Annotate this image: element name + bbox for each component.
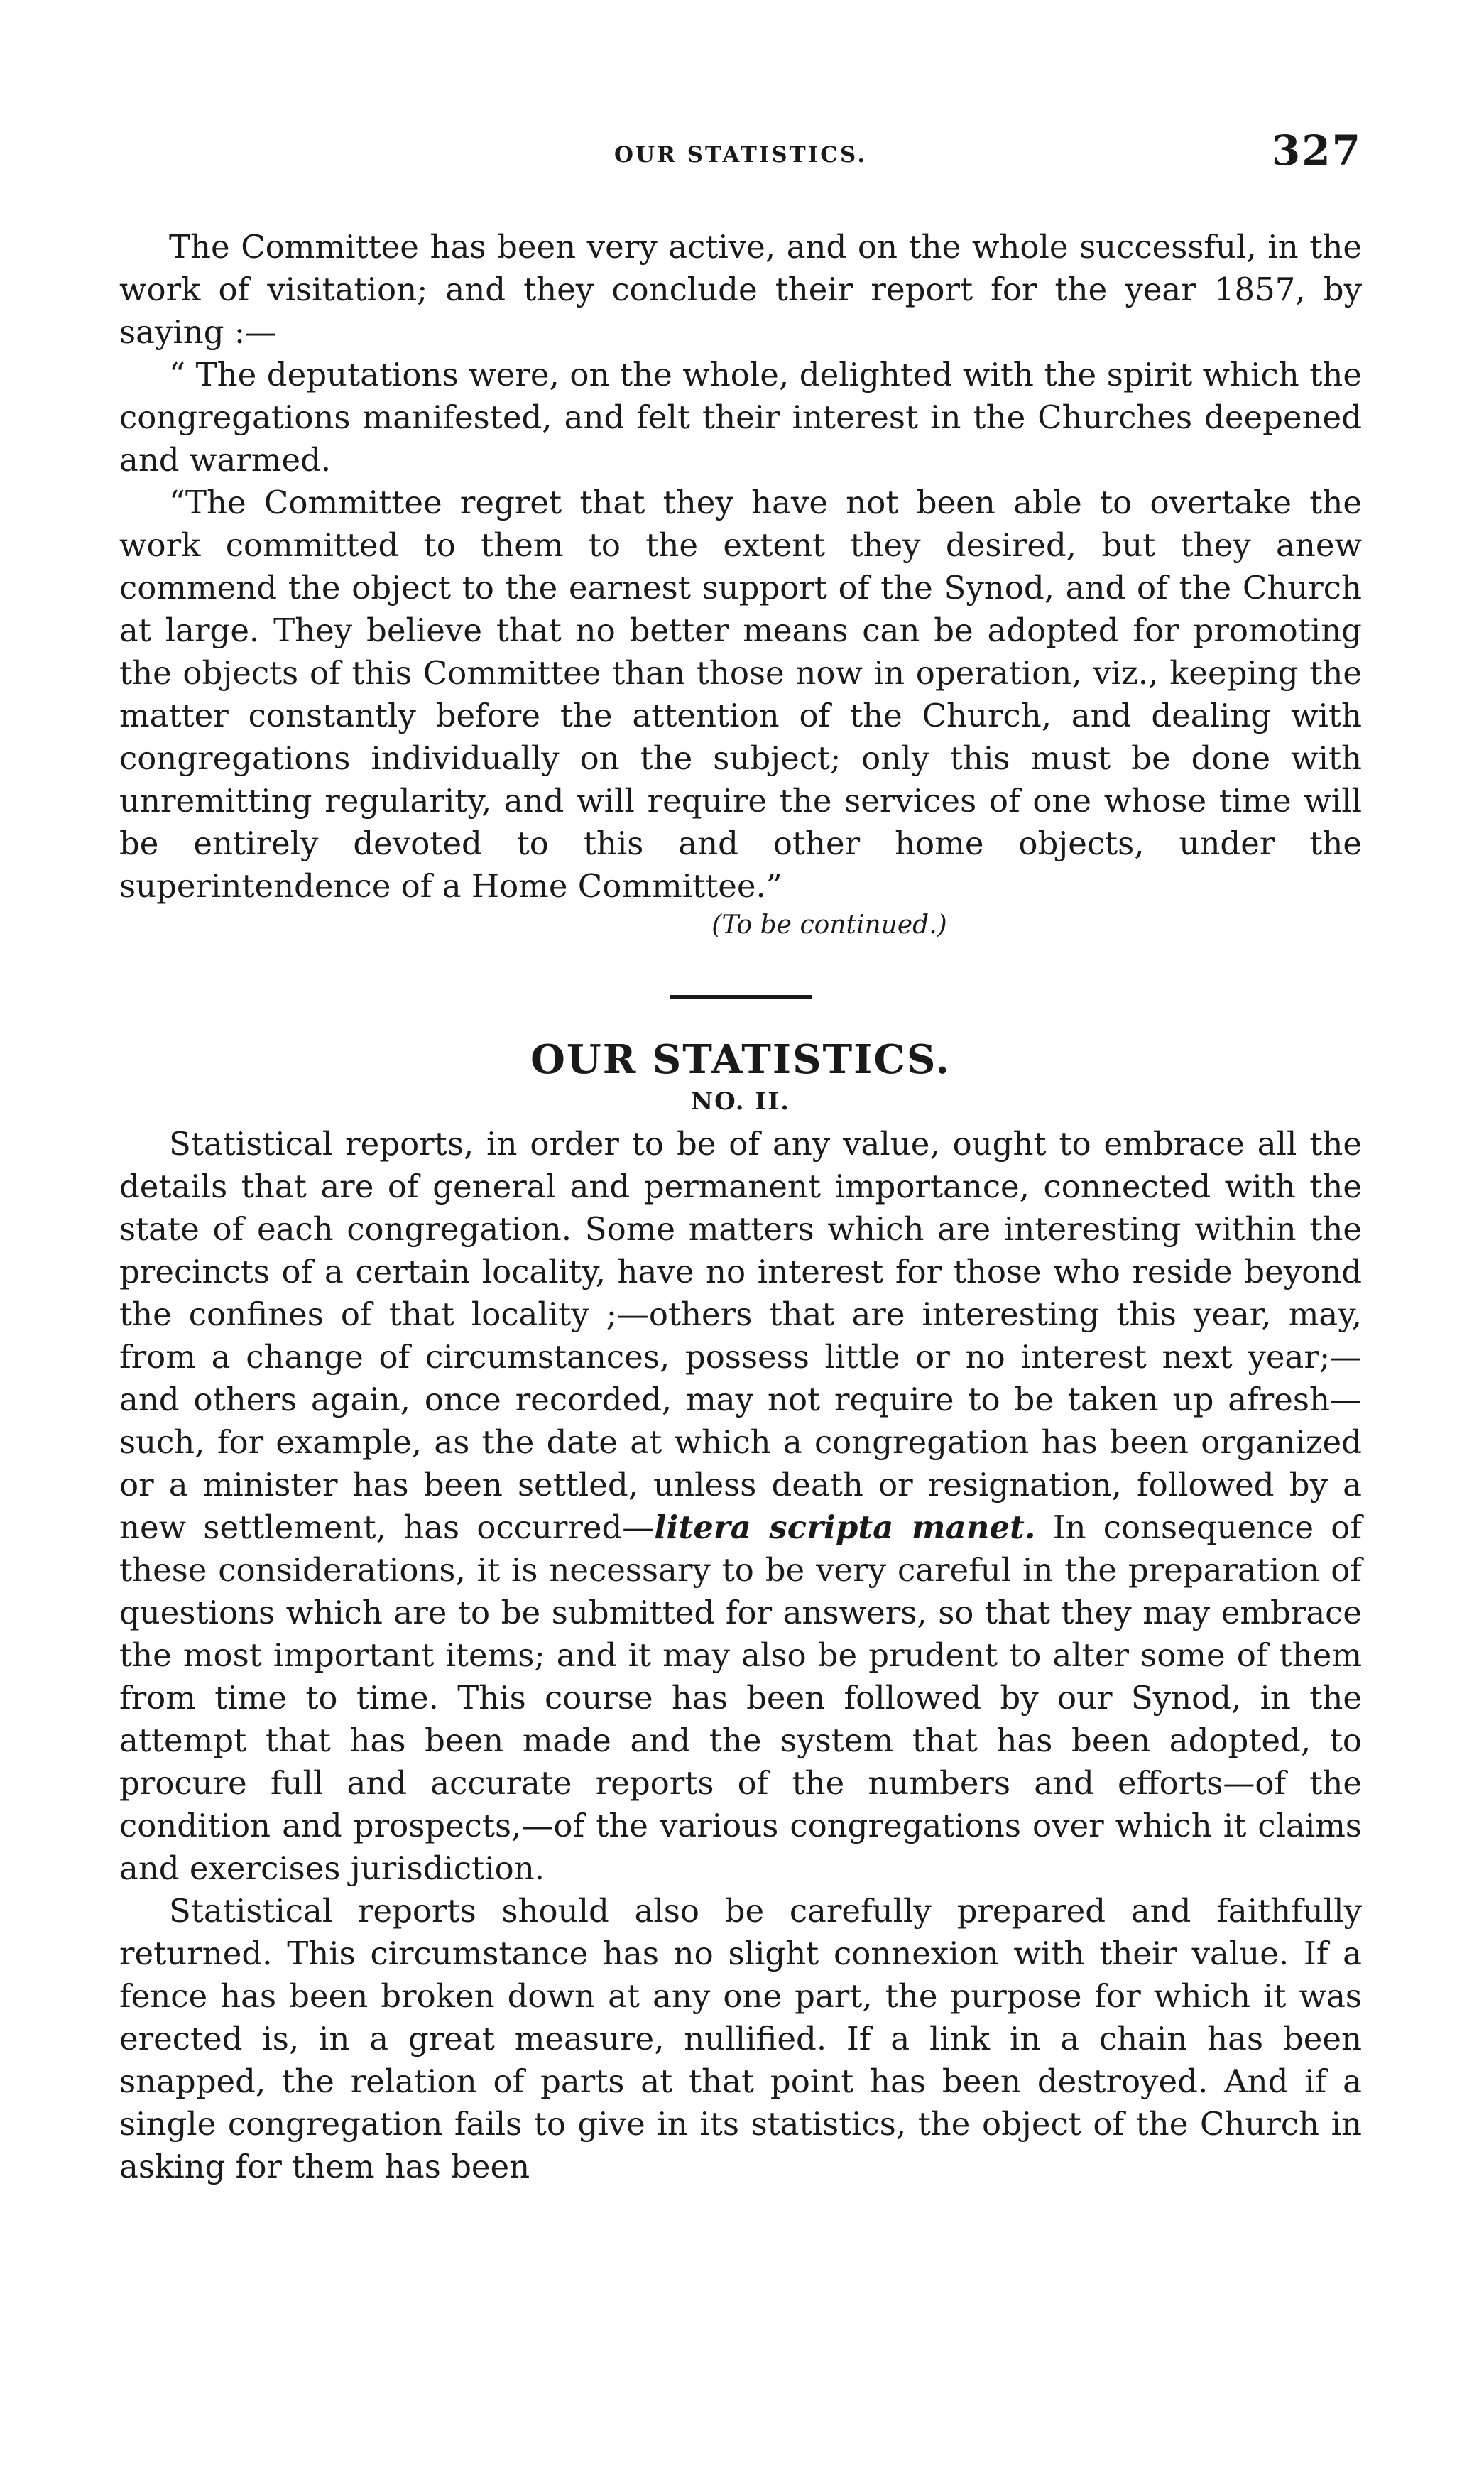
paragraph-committee: The Committee has been very active, and on the whole successful, in the work of visitation; and they conclude their report for the year 1857, by saying :— — [119, 228, 1362, 351]
running-head — [119, 126, 1362, 185]
paragraph-deputations-quote: “ The deputations were, on the whole, delighted with the spirit which the congregations manifested, and felt their interest in the Churches deepened and warmed. — [119, 356, 1362, 479]
page-number: 327 — [1271, 126, 1362, 175]
book-page — [119, 126, 1362, 2188]
paragraph-statistical-reports-value — [119, 1123, 1362, 1890]
paragraph-text: In consequence of these considerations, it is necessary to be very careful in the preparation of questions which are to be submitted for answers, so that they may embrace the most important items; and it may also be prudent to alter some of them from time to time. This course has been followed by our Synod, in the attempt that has been made and the system that has been adopted, to procure full and accurate reports of the numbers and efforts—of the condition and prospects,—of the various congregations over which it claims and exercises jurisdiction. — [119, 1508, 1362, 1887]
paragraph-committee-regret-quote: “The Committee regret that they have not been able to overtake the work committed to them to the extent they desired, but they anew commend the object to the earnest support of the Synod, and of the Church at large. They believe that no better means can be adopted for promoting the objects of this Committee than those now in operation, viz., keeping the matter constantly before the attention of the Church, and dealing with congregations individually on the subject; only this must be done with unremitting regularity, and will require the services of one whose time will be entirely devoted to this and other home objects, under the superintendence of a Home Committee.” — [119, 484, 1362, 905]
running-title: OUR STATISTICS. — [614, 142, 867, 168]
article-title: OUR STATISTICS. — [530, 1036, 951, 1083]
section-divider — [670, 995, 812, 999]
to-be-continued-note: (To be continued.) — [711, 910, 947, 940]
paragraph-text: Statistical reports, in order to be of any value, ought to embrace all the details that are of general and permanent importance, connected with the state of each congregation. Some matters which are interesting within the precincts of a certain locality, have no interest for those who reside beyond the confines of that locality ;—others that are interesting this year, may, from a change of circumstances, possess little or no interest next year;—and others again, once recorded, may not require to be taken up afresh—such, for example, as the date at which a congregation has been organized or a minister has been settled, unless death or resignation, followed by a new settlement, has occurred— — [119, 1125, 1362, 1546]
latin-phrase: litera scripta manet. — [654, 1508, 1036, 1546]
article-number: NO. II. — [690, 1087, 791, 1116]
paragraph-statistical-reports-care: Statistical reports should also be carefully prepared and faithfully returned. This circumstance has no slight connexion with their value. If a fence has been broken down at any one part, the purpose for which it was erected is, in a great measure, nullified. If a link in a chain has been snapped, the relation of parts at that point has been destroyed. And if a single congregation fails to give in its statistics, the object of the Church in asking for them has been — [119, 1892, 1362, 2185]
